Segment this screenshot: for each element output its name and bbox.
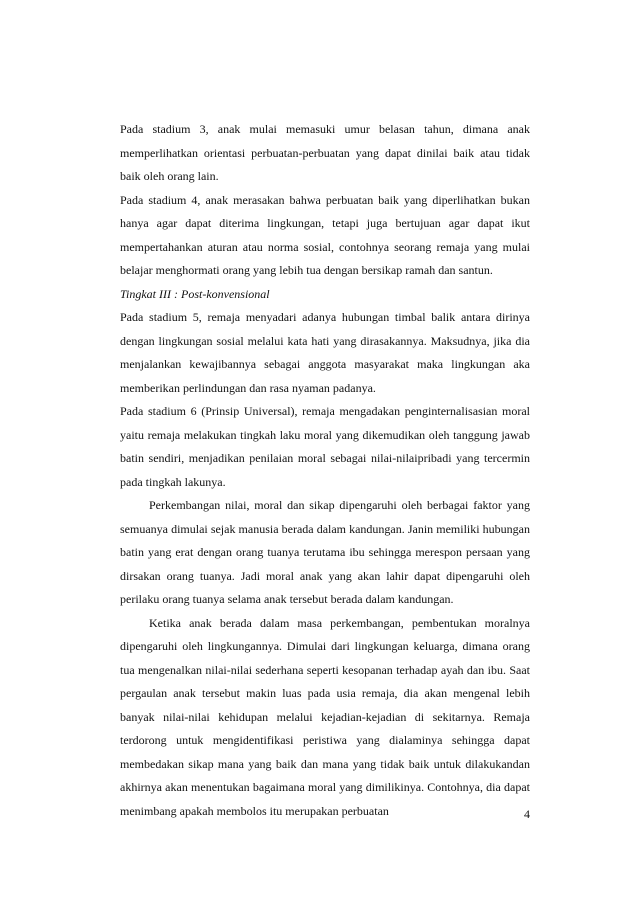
paragraph-perkembangan: Perkembangan nilai, moral dan sikap dipengaruhi oleh berbagai faktor yang semuanya dimulai sejak manusia berada dalam kandungan. Janin memiliki hubungan batin yang erat dengan orang tuanya terutama ibu sehingga merespon persaan yang dirsakan orang tuanya. Jadi moral anak yang akan lahir dapat dipengaruhi oleh perilaku orang tuanya selama anak tersebut berada dalam kandungan. — [120, 498, 530, 606]
paragraph-ketika-anak: Ketika anak berada dalam masa perkembangan, pembentukan moralnya dipengaruhi oleh lingkungannya. Dimulai dari lingkungan keluarga, dimana orang tua mengenalkan nilai-nilai sederhana seperti kesopanan terhadap ayah dan ibu. Saat pergaulan anak tersebut makin luas pada usia remaja, dia akan mengenal lebih banyak nilai-nilai kehidupan melalui kejadian-kejadian di sekitarnya. Remaja terdorong untuk mengidentifikasi peristiwa yang dialaminya sehingga dapat membedakan sikap mana yang baik dan mana yang tidak baik untuk dilakukandan akhirnya akan menentukan bagaimana moral yang dimilikinya. Contohnya, dia dapat menimbang apakah membolos itu merupakan perbuatan — [120, 615, 530, 818]
paragraph-stadium-5: Pada stadium 5, remaja menyadari adanya hubungan timbal balik antara dirinya dengan lingkungan sosial melalui kata hati yang dirasakannya. Maksudnya, jika dia menjalankan kewajibannya sebagai anggota masyarakat maka lingkungan aka memberikan perlindungan dan rasa nyaman padanya. — [120, 310, 530, 395]
section-heading-tingkat-3: Tingkat III : Post-konvensional — [120, 286, 270, 301]
paragraph-stadium-4: Pada stadium 4, anak merasakan bahwa perbuatan baik yang diperlihatkan bukan hanya agar dapat diterima lingkungan, tetapi juga bertujuan agar dapat ikut mempertahankan aturan atau norma sosial, contohnya seorang remaja yang mulai belajar menghormati orang yang lebih tua dengan bersikap ramah dan santun. — [120, 192, 530, 277]
page-number: 4 — [524, 807, 530, 821]
document-page — [120, 118, 530, 823]
paragraph-stadium-3: Pada stadium 3, anak mulai memasuki umur belasan tahun, dimana anak memperlihatkan orientasi perbuatan-perbuatan yang dapat dinilai baik atau tidak baik oleh orang lain. — [120, 122, 530, 183]
paragraph-stadium-6: Pada stadium 6 (Prinsip Universal), remaja mengadakan penginternalisasian moral yaitu remaja melakukan tingkah laku moral yang dikemudikan oleh tanggung jawab batin sendiri, menjadikan penilaian moral sebagai nilai-nilaipribadi yang tercermin pada tingkah lakunya. — [120, 404, 530, 489]
